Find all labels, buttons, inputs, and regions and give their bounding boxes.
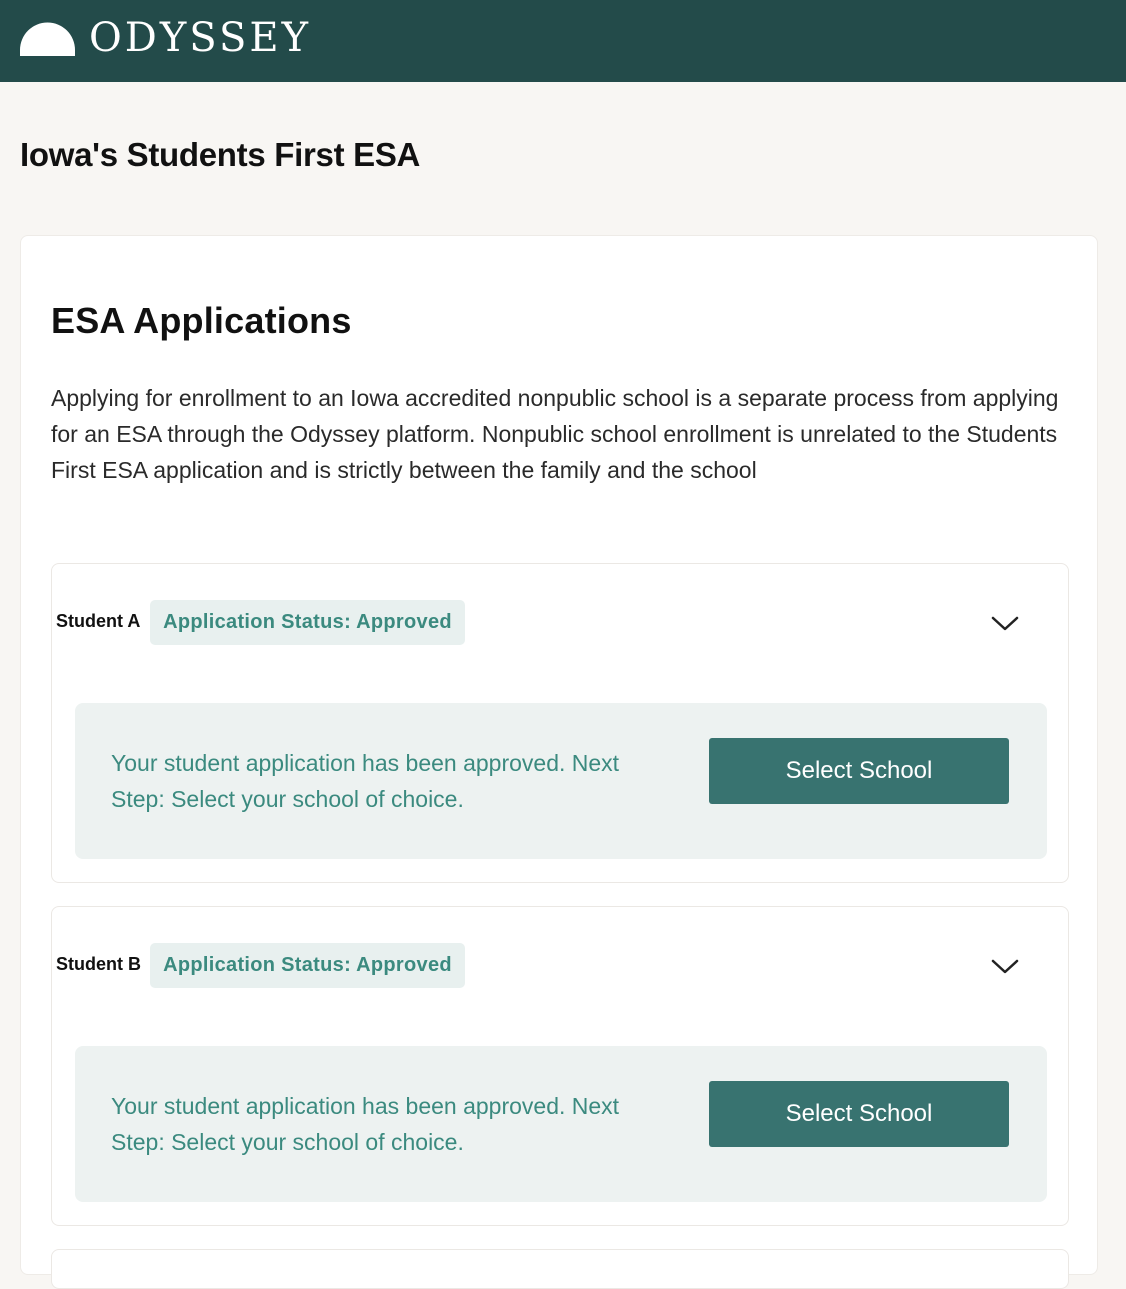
esa-applications-card [20,235,1098,1275]
section-description: Applying for enrollment to an Iowa accredited nonpublic school is a separate process from applying for an ESA through the Odyssey platform. Nonpublic school enrollment is unrelated to the Students First ESA application and is strictly between the family and the school [51,385,1059,483]
section-title: ESA Applications [51,300,352,341]
chevron-down-icon[interactable] [990,957,1020,977]
select-school-button[interactable]: Select School [709,1081,1009,1147]
approval-message: Your student application has been approved. Next Step: Select your school of choice. [111,1093,620,1155]
top-nav-bar [0,0,1126,82]
half-circle-sun-icon [20,20,75,56]
approval-info-panel [75,703,1047,859]
page-title: Iowa's Students First ESA [20,136,421,173]
odyssey-logo[interactable] [20,15,311,61]
status-badge: Application Status: Approved [150,943,465,988]
chevron-down-icon[interactable] [990,614,1020,634]
status-badge: Application Status: Approved [150,600,465,645]
student-name: Student B [56,954,141,974]
approval-info-panel [75,1046,1047,1202]
student-application-item-partial [51,1249,1069,1289]
student-application-item [51,563,1069,883]
student-name: Student A [56,611,141,631]
select-school-button[interactable]: Select School [709,738,1009,804]
student-application-item [51,906,1069,1226]
brand-name: ODYSSEY [89,15,311,61]
approval-message: Your student application has been approved. Next Step: Select your school of choice. [111,750,620,812]
